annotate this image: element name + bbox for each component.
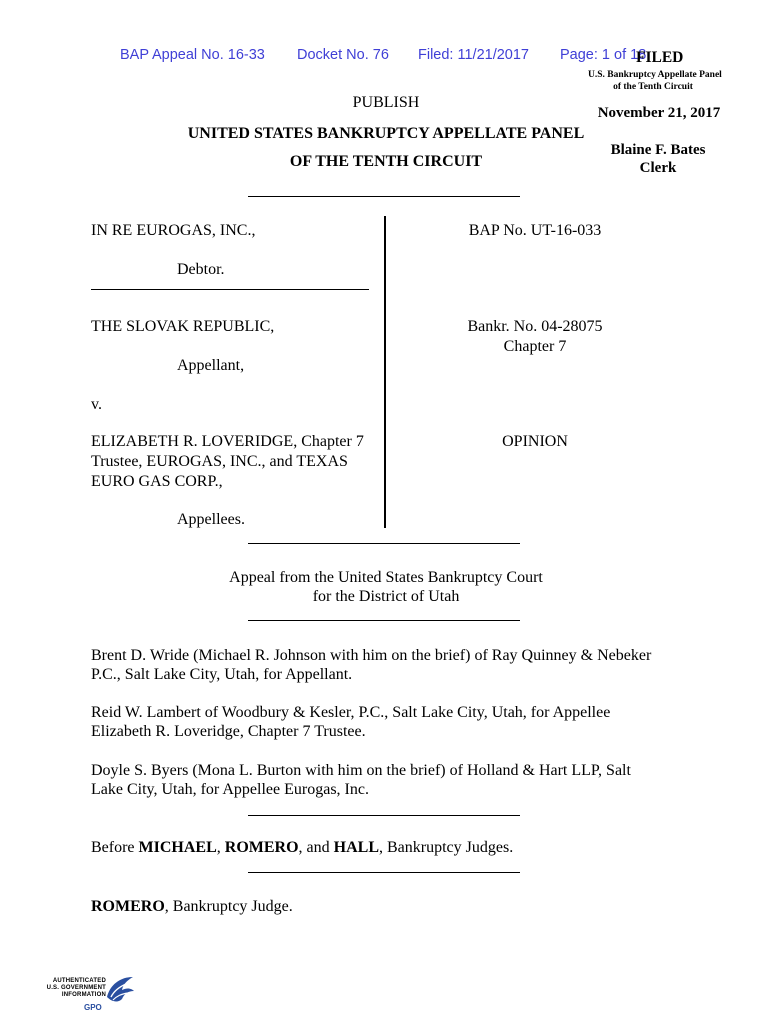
appeal-from-line1: Appeal from the United States Bankruptcy Court — [229, 569, 543, 586]
caption-vertical-rule — [384, 216, 386, 528]
appellee-role: Appellees. — [177, 511, 245, 528]
judge-romero: ROMERO — [224, 839, 299, 856]
seal-text-line2: U.S. GOVERNMENT — [46, 985, 106, 991]
divider — [248, 872, 520, 873]
appellant-role: Appellant, — [177, 357, 245, 374]
header-appeal-no: BAP Appeal No. 16-33 — [120, 47, 265, 63]
filed-stamp-court-line1: U.S. Bankruptcy Appellate Panel — [588, 70, 722, 80]
counsel-trustee-line1: Reid W. Lambert of Woodbury & Kesler, P.C., Salt Lake City, Utah, for Appellee — [91, 704, 611, 721]
header-docket-no: Docket No. 76 — [297, 47, 389, 63]
counsel-appellant-line1: Brent D. Wride (Michael R. Johnson with him on the brief) of Ray Quinney & Nebeker — [91, 647, 652, 664]
court-name-line2: OF THE TENTH CIRCUIT — [289, 153, 483, 170]
versus-label: v. — [91, 396, 102, 413]
opinion-author-line — [91, 898, 293, 916]
court-name-line1: UNITED STATES BANKRUPTCY APPELLATE PANEL — [187, 125, 585, 142]
filed-stamp-clerk-name: Blaine F. Bates — [610, 142, 706, 158]
appellee-name-line2: Trustee, EUROGAS, INC., and TEXAS — [91, 453, 348, 470]
filed-stamp-court-line2: of the Tenth Circuit — [613, 82, 693, 92]
bap-number: BAP No. UT-16-033 — [468, 222, 602, 239]
counsel-appellant-line2: P.C., Salt Lake City, Utah, for Appellant. — [91, 666, 353, 683]
appellee-name-line3: EURO GAS CORP., — [91, 473, 223, 490]
debtor-name: IN RE EUROGAS, INC., — [91, 222, 256, 239]
filed-stamp-clerk-title: Clerk — [639, 160, 677, 176]
seal-text-line3: INFORMATION — [61, 992, 106, 998]
divider — [248, 620, 520, 621]
filed-stamp-title: FILED — [636, 49, 684, 66]
divider — [248, 196, 520, 197]
judge-separator: , — [216, 839, 225, 856]
author-suffix: , Bankruptcy Judge. — [164, 898, 293, 915]
caption-divider — [91, 289, 369, 290]
opinion-label: OPINION — [502, 433, 568, 450]
appellant-name: THE SLOVAK REPUBLIC, — [91, 318, 275, 335]
gpo-authentication-seal — [46, 975, 136, 1015]
before-prefix: Before — [91, 839, 139, 856]
counsel-eurogas-line2: Lake City, Utah, for Appellee Eurogas, Inc. — [91, 781, 369, 798]
counsel-trustee-line2: Elizabeth R. Loveridge, Chapter 7 Trustee. — [91, 723, 366, 740]
before-suffix: , Bankruptcy Judges. — [379, 839, 514, 856]
seal-text-line1: AUTHENTICATED — [52, 978, 106, 984]
chapter-label: Chapter 7 — [503, 338, 567, 355]
judge-michael: MICHAEL — [138, 839, 217, 856]
filed-stamp-date: November 21, 2017 — [597, 105, 721, 121]
header-filed-date: Filed: 11/21/2017 — [418, 47, 529, 63]
header-page-number: Page: 1 of 18 — [560, 47, 647, 63]
divider — [248, 815, 520, 816]
bankruptcy-number: Bankr. No. 04-28075 — [467, 318, 603, 335]
eagle-icon — [104, 975, 136, 1009]
gpo-mark: GPO — [84, 1003, 102, 1012]
debtor-role: Debtor. — [177, 261, 225, 278]
appeal-from-line2: for the District of Utah — [312, 588, 460, 605]
appellee-name-line1: ELIZABETH R. LOVERIDGE, Chapter 7 — [91, 433, 364, 450]
judge-separator: , and — [298, 839, 334, 856]
counsel-eurogas-line1: Doyle S. Byers (Mona L. Burton with him on the brief) of Holland & Hart LLP, Salt — [91, 762, 631, 779]
divider — [248, 543, 520, 544]
publish-label: PUBLISH — [352, 94, 420, 111]
judge-hall: HALL — [333, 839, 379, 856]
author-name: ROMERO — [91, 898, 165, 915]
panel-judges-line — [91, 839, 513, 857]
